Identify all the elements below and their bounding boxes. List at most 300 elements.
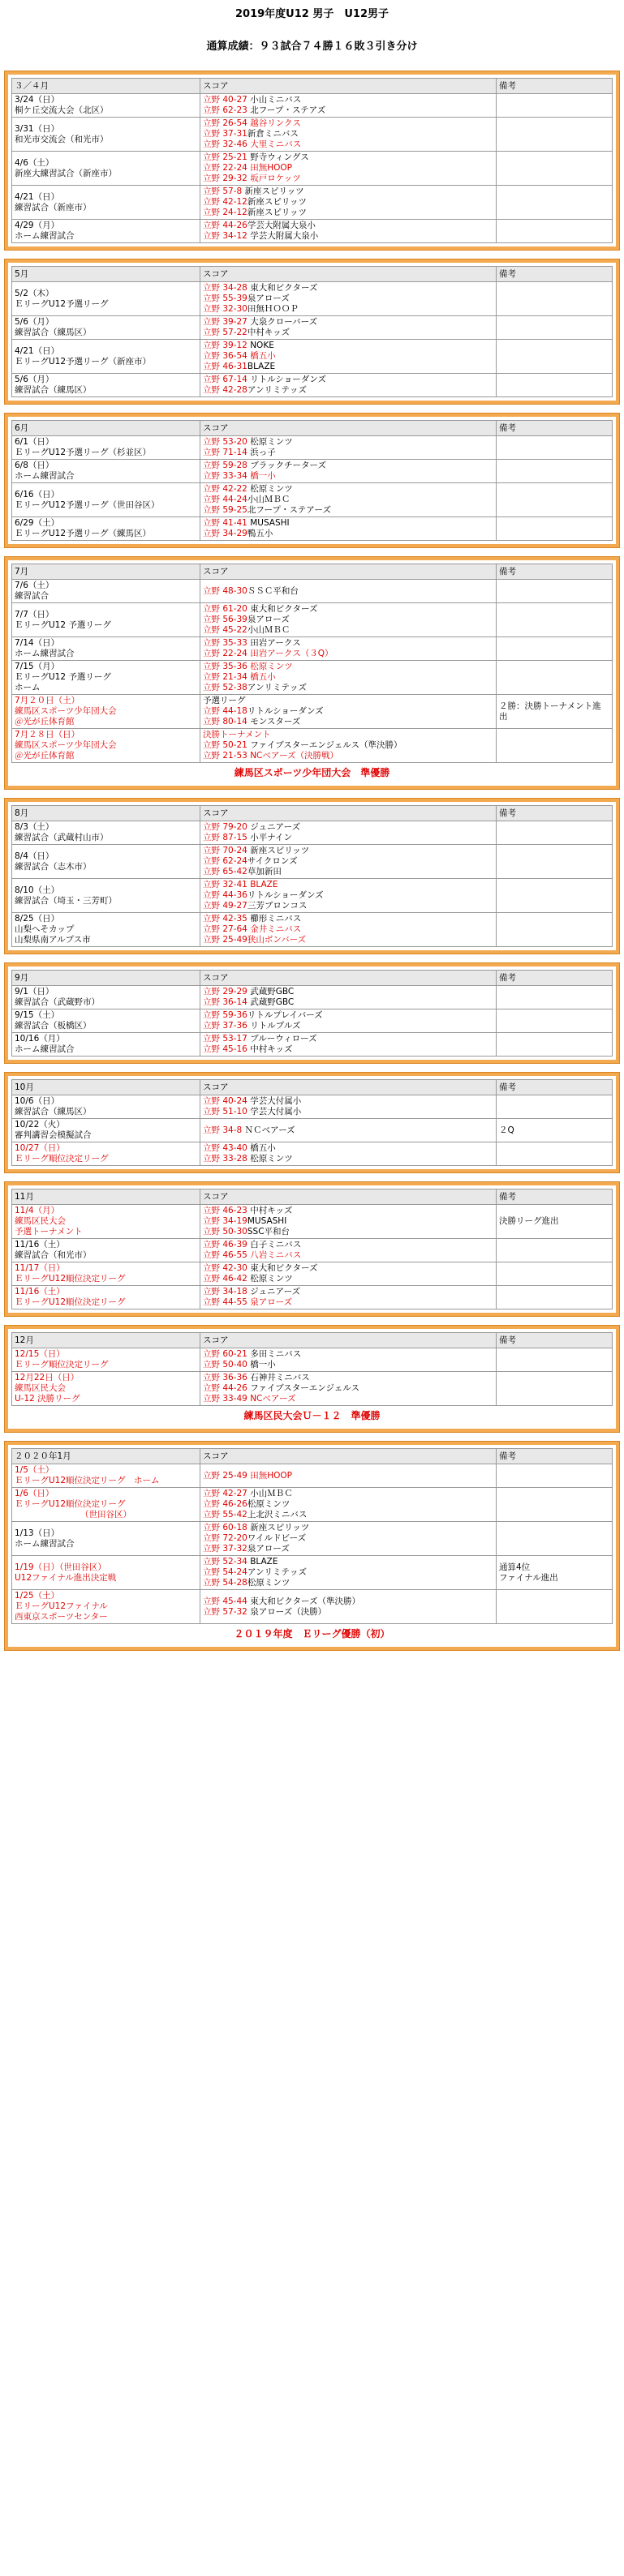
event-line: 審判講習会模擬試合	[15, 1130, 92, 1140]
score-cell	[200, 282, 497, 316]
score-cell	[200, 845, 497, 879]
opponent-name: 小山ＭＢＣ	[247, 1489, 293, 1498]
score-value: 立野 36-14	[203, 997, 247, 1007]
score-cell	[200, 94, 497, 118]
score-value: 立野 48-30	[203, 585, 247, 596]
block-gap	[0, 1172, 624, 1182]
note-header: 備考	[497, 1449, 613, 1464]
opponent-name: 田無ＨＯＯＰ	[247, 304, 299, 314]
score-cell	[200, 483, 497, 517]
score-cell	[200, 661, 497, 695]
event-line: 1/25（土）	[15, 1591, 60, 1601]
score-line	[203, 1227, 493, 1237]
score-value: 立野 24-12	[203, 208, 247, 217]
event-line: U-12 決勝リーグ	[15, 1394, 80, 1404]
note-header: 備考	[497, 1080, 613, 1095]
score-value: 立野 44-55	[203, 1297, 247, 1307]
event-cell	[12, 1522, 200, 1556]
event-line: 5/6（月）	[15, 375, 54, 384]
season-summary: 通算成績：９３試合７４勝１６敗３引き分け	[206, 41, 418, 53]
opponent-name: SSC平和台	[247, 1227, 290, 1237]
event-line: 練習試合（新座市）	[15, 202, 92, 212]
event-cell	[12, 340, 200, 374]
score-line	[203, 221, 493, 231]
score-line	[203, 1499, 493, 1510]
score-value: 立野 62-23	[203, 105, 247, 115]
opponent-name: 新座スピリッツ	[247, 1523, 310, 1532]
table-row	[12, 1119, 613, 1142]
score-line	[203, 1557, 493, 1567]
note-line: 通算4位	[499, 1562, 531, 1572]
table-row	[12, 1205, 613, 1239]
score-cell	[200, 1348, 497, 1372]
score-line	[203, 1349, 493, 1360]
event-line: 7月２０日（土）	[15, 696, 80, 705]
score-line	[203, 1143, 493, 1154]
score-value: 立野 32-41	[203, 880, 247, 889]
score-value: 立野 27-64	[203, 924, 247, 934]
note-cell	[497, 1286, 613, 1309]
table-row	[12, 580, 613, 603]
opponent-name: MUSASHI	[247, 1216, 287, 1226]
result-row	[12, 1624, 613, 1644]
score-line	[203, 649, 493, 659]
note-cell	[497, 913, 613, 947]
opponent-name: 中村キッズ	[247, 1206, 293, 1215]
table-row	[12, 913, 613, 947]
event-line: 5/2（木）	[15, 288, 54, 298]
event-line: 7/6（土）	[15, 581, 54, 590]
table-header	[12, 564, 613, 580]
table-row	[12, 1464, 613, 1488]
score-line	[203, 867, 493, 877]
event-line: ＥリーグU12予選リーグ（練馬区）	[15, 529, 152, 538]
score-line	[203, 294, 493, 304]
opponent-name: 小山ＭＢＣ	[247, 495, 290, 504]
event-line: U12ファイナル進出決定戦	[15, 1572, 117, 1583]
event-line: ＥリーグU12 予選リーグ	[15, 672, 111, 682]
note-cell	[497, 1488, 613, 1522]
score-cell	[200, 1464, 497, 1488]
month-header: 9月	[12, 971, 200, 986]
score-line	[203, 1544, 493, 1554]
opponent-name: 松原ミンツ	[247, 437, 293, 447]
opponent-name: 大泉クローバーズ	[247, 317, 318, 327]
opponent-name: リトルショーダンズ	[247, 706, 324, 716]
event-line: ＠光が丘体育館	[15, 717, 75, 727]
event-cell	[12, 1348, 200, 1372]
opponent-name: アンリミテッズ	[247, 385, 307, 395]
score-line	[203, 328, 493, 338]
score-line	[203, 683, 493, 693]
score-cell	[200, 580, 497, 603]
event-cell	[12, 118, 200, 152]
table-row	[12, 220, 613, 243]
score-cell	[200, 152, 497, 186]
event-cell	[12, 1033, 200, 1057]
month-block	[5, 557, 619, 789]
opponent-name: 松原ミンツ	[247, 662, 293, 671]
event-line: 練習試合（和光市）	[15, 1250, 92, 1260]
score-line: 予選リーグ	[203, 696, 246, 705]
month-block	[5, 799, 619, 954]
event-cell	[12, 1119, 200, 1142]
score-value: 立野 80-14	[203, 717, 247, 727]
opponent-name: 泉アローズ	[247, 615, 290, 624]
month-block	[5, 1326, 619, 1432]
event-line: 6/1（日）	[15, 437, 54, 447]
score-line	[203, 1096, 493, 1107]
score-header: スコア	[200, 1333, 497, 1348]
score-cell	[200, 1262, 497, 1286]
score-header: スコア	[200, 79, 497, 94]
month-block	[5, 1442, 619, 1650]
month-header: 6月	[12, 421, 200, 436]
results-table	[11, 1332, 613, 1425]
event-line: 西東京スポーツセンター	[15, 1612, 108, 1622]
opponent-name: 橋五小	[247, 351, 276, 361]
score-value: 立野 71-14	[203, 448, 247, 457]
score-value: 立野 67-14	[203, 375, 247, 384]
score-value: 立野 34-19	[203, 1216, 247, 1226]
score-value: 立野 65-42	[203, 867, 247, 877]
results-container	[0, 71, 624, 1650]
note-cell	[497, 1348, 613, 1372]
event-line: 6/8（日）	[15, 461, 54, 470]
score-cell	[200, 637, 497, 661]
score-value: 立野 70-24	[203, 846, 247, 855]
score-cell	[200, 1009, 497, 1033]
table-row	[12, 1009, 613, 1033]
note-header: 備考	[497, 564, 613, 580]
score-value: 立野 46-23	[203, 1206, 247, 1215]
score-cell	[200, 1095, 497, 1119]
note-cell	[497, 661, 613, 695]
opponent-name: 学芸大附属大泉小	[247, 221, 316, 230]
score-value: 立野 44-24	[203, 495, 247, 504]
event-line: 桐ケ丘交流大会（北区）	[15, 105, 109, 115]
opponent-name: NCベアーズ	[247, 1394, 296, 1404]
event-line: ＥリーグU12 予選リーグ	[15, 619, 111, 630]
note-header: 備考	[497, 1333, 613, 1348]
results-table	[11, 1448, 613, 1644]
score-value: 立野 42-30	[203, 1263, 247, 1273]
score-value: 立野 44-18	[203, 706, 247, 716]
score-line	[203, 833, 493, 843]
score-line	[203, 1206, 493, 1216]
score-value: 立野 57-32	[203, 1606, 247, 1617]
score-cell	[200, 436, 497, 460]
note-cell	[497, 1119, 613, 1142]
event-line: 11/17（日）	[15, 1263, 65, 1273]
event-cell	[12, 603, 200, 637]
score-value: 立野 42-28	[203, 385, 247, 395]
month-block	[5, 1182, 619, 1316]
score-line	[203, 1287, 493, 1297]
table-row	[12, 695, 613, 729]
score-value: 立野 56-39	[203, 615, 247, 624]
score-cell	[200, 1033, 497, 1057]
score-line	[203, 437, 493, 448]
opponent-name: モンスターズ	[247, 717, 301, 727]
score-line	[203, 1510, 493, 1520]
event-line: 練習試合	[15, 591, 49, 601]
table-row	[12, 186, 613, 220]
event-cell	[12, 1205, 200, 1239]
opponent-name: ＮＣベアーズ	[242, 1125, 295, 1135]
note-cell	[497, 695, 613, 729]
results-table	[11, 266, 613, 397]
note-cell	[497, 603, 613, 637]
score-line	[203, 935, 493, 945]
table-row	[12, 1095, 613, 1119]
note-cell	[497, 340, 613, 374]
event-cell	[12, 282, 200, 316]
table-row	[12, 661, 613, 695]
note-cell	[497, 1142, 613, 1166]
score-line	[203, 1394, 493, 1404]
note-header: 備考	[497, 79, 613, 94]
score-value: 立野 46-31	[203, 362, 247, 371]
score-line	[203, 186, 493, 197]
event-line: 練馬区スポーツ少年団大会	[15, 740, 117, 750]
event-line: 8/4（日）	[15, 851, 54, 861]
results-table	[11, 420, 613, 541]
event-line: 10/27（日）	[15, 1143, 65, 1153]
opponent-name: 小山ミニバス	[247, 95, 302, 105]
opponent-name: 小平ナイン	[247, 833, 292, 842]
score-value: 立野 33-49	[203, 1394, 247, 1404]
score-line	[203, 163, 493, 174]
score-value: 立野 26-54	[203, 118, 247, 128]
score-value: 立野 59-25	[203, 505, 247, 515]
score-line	[203, 317, 493, 328]
opponent-name: ファイブスターエンジェルス（準決勝）	[247, 740, 402, 750]
event-cell	[12, 1556, 200, 1590]
opponent-name: 浜っ子	[247, 448, 276, 457]
score-value: 立野 55-39	[203, 294, 247, 303]
table-header	[12, 1449, 613, 1464]
note-cell	[497, 1522, 613, 1556]
opponent-name: 越谷リンクス	[247, 118, 301, 128]
note-cell	[497, 986, 613, 1009]
event-line: 6/29（土）	[15, 518, 60, 528]
event-line: ホーム練習試合	[15, 1538, 75, 1549]
event-cell	[12, 1488, 200, 1522]
opponent-name: サイクロンズ	[247, 856, 298, 866]
score-line	[203, 283, 493, 294]
event-line: ＥリーグU12順位決定リーグ	[15, 1274, 126, 1284]
event-cell	[12, 913, 200, 947]
table-row	[12, 340, 613, 374]
score-value: 立野 54-28	[203, 1578, 247, 1588]
opponent-name: アンリミテッズ	[247, 1567, 307, 1577]
table-row	[12, 1522, 613, 1556]
result-row	[12, 1406, 613, 1426]
note-cell	[497, 637, 613, 661]
table-header	[12, 806, 613, 821]
score-value: 立野 50-21	[203, 740, 247, 750]
score-line	[203, 448, 493, 458]
month-header: 7月	[12, 564, 200, 580]
score-cell	[200, 460, 497, 483]
score-header: スコア	[200, 564, 497, 580]
event-cell	[12, 661, 200, 695]
event-cell	[12, 986, 200, 1009]
score-value: 立野 55-42	[203, 1510, 247, 1519]
opponent-name: 松原ミンツ	[247, 1274, 293, 1284]
event-line: ＥリーグU12順位決定リーグ ホーム	[15, 1476, 160, 1485]
note-cell	[497, 1556, 613, 1590]
score-line	[203, 174, 493, 184]
note-line: ２勝：決勝トーナメント進出	[499, 701, 601, 722]
score-line	[203, 914, 493, 924]
score-cell	[200, 1286, 497, 1309]
note-cell	[497, 1205, 613, 1239]
score-line	[203, 1021, 493, 1031]
score-line	[203, 1250, 493, 1261]
score-line	[203, 1471, 493, 1481]
results-table	[11, 564, 613, 782]
event-line: 3/31（日）	[15, 123, 60, 134]
event-line: 4/21（日）	[15, 191, 60, 202]
opponent-name: 田無HOOP	[247, 163, 292, 173]
event-line: 11/16（土）	[15, 1240, 65, 1249]
score-line	[203, 586, 493, 597]
score-header: スコア	[200, 1189, 497, 1205]
score-value: 立野 25-49	[203, 1470, 247, 1481]
month-block	[5, 1073, 619, 1172]
opponent-name: BLAZE	[247, 880, 278, 889]
opponent-name: 泉アローズ	[247, 1544, 290, 1554]
opponent-name: 田岩アークス	[247, 638, 301, 648]
score-line	[203, 672, 493, 683]
table-row	[12, 1033, 613, 1057]
opponent-name: ブラックチーターズ	[247, 461, 326, 470]
score-value: 立野 46-55	[203, 1250, 247, 1260]
note-header: 備考	[497, 806, 613, 821]
block-gap	[0, 954, 624, 963]
score-line	[203, 846, 493, 856]
score-line	[203, 1263, 493, 1274]
score-value: 立野 79-20	[203, 822, 247, 832]
score-value: 立野 44-26	[203, 1383, 247, 1393]
table-row	[12, 1372, 613, 1406]
event-cell	[12, 729, 200, 763]
month-block	[5, 71, 619, 250]
event-cell	[12, 186, 200, 220]
note-cell	[497, 316, 613, 340]
score-line	[203, 740, 493, 751]
table-row	[12, 1590, 613, 1624]
score-line	[203, 822, 493, 833]
event-line: 新座大練習試合（新座市）	[15, 168, 117, 178]
score-value: 立野 22-24	[203, 163, 247, 173]
score-value: 立野 43-40	[203, 1143, 247, 1153]
event-cell	[12, 637, 200, 661]
event-cell	[12, 1372, 200, 1406]
block-gap	[0, 547, 624, 557]
event-line: 8/25（日）	[15, 914, 60, 924]
table-row	[12, 845, 613, 879]
event-line: 11/4（月）	[15, 1206, 60, 1215]
note-cell	[497, 152, 613, 186]
table-row	[12, 517, 613, 541]
table-header	[12, 1080, 613, 1095]
block-gap	[0, 250, 624, 259]
event-line: 10/6（日）	[15, 1096, 60, 1106]
score-value: 立野 46-26	[203, 1499, 247, 1509]
score-line	[203, 1578, 493, 1588]
score-line	[203, 461, 493, 471]
note-cell	[497, 94, 613, 118]
event-cell	[12, 152, 200, 186]
score-cell	[200, 340, 497, 374]
score-value: 立野 53-20	[203, 437, 247, 447]
score-line	[203, 717, 493, 727]
opponent-name: 松原ミンツ	[247, 1499, 290, 1509]
event-cell	[12, 580, 200, 603]
score-value: 立野 59-28	[203, 461, 247, 470]
note-cell	[497, 1464, 613, 1488]
opponent-name: 学芸大付属小	[247, 1107, 302, 1117]
note-cell	[497, 186, 613, 220]
score-cell	[200, 729, 497, 763]
event-line: ＥリーグU12順位決定リーグ	[15, 1499, 126, 1509]
note-line: 決勝リーグ進出	[499, 1216, 559, 1226]
score-value: 立野 36-54	[203, 351, 247, 361]
score-line	[203, 1125, 493, 1136]
note-cell	[497, 436, 613, 460]
note-cell	[497, 879, 613, 913]
event-line: 6/16（日）	[15, 489, 60, 499]
score-value: 立野 35-36	[203, 662, 247, 671]
score-value: 立野 34-8	[203, 1125, 243, 1135]
score-cell	[200, 695, 497, 729]
event-line: 3/24（日）	[15, 95, 60, 105]
score-line	[203, 518, 493, 529]
note-cell	[497, 1372, 613, 1406]
note-header: 備考	[497, 267, 613, 282]
event-line: 5/6（月）	[15, 317, 54, 327]
score-line	[203, 1597, 493, 1607]
score-value: 立野 61-20	[203, 604, 247, 614]
event-line: 9/15（土）	[15, 1010, 60, 1020]
opponent-name: 武蔵野GBC	[247, 997, 295, 1007]
opponent-name: 小山ＭＢＣ	[247, 625, 290, 635]
table-header	[12, 1333, 613, 1348]
score-line	[203, 890, 493, 901]
table-row	[12, 986, 613, 1009]
event-cell	[12, 517, 200, 541]
event-cell	[12, 1095, 200, 1119]
opponent-name: ワイルドビーズ	[247, 1533, 307, 1543]
opponent-name: 橋五小	[247, 1143, 276, 1153]
score-value: 立野 42-35	[203, 914, 247, 924]
opponent-name: 新座スピリッツ	[247, 208, 307, 217]
table-row	[12, 118, 613, 152]
opponent-name: リトルプルズ	[247, 1021, 301, 1031]
score-cell	[200, 118, 497, 152]
opponent-name: リトルショーダンズ	[247, 890, 324, 900]
score-cell	[200, 186, 497, 220]
score-value: 立野 40-24	[203, 1096, 247, 1106]
score-value: 立野 29-32	[203, 174, 247, 183]
score-value: 立野 42-22	[203, 484, 247, 494]
score-cell	[200, 913, 497, 947]
page-title: 2019年度U12 男子 U12男子	[235, 8, 389, 20]
score-line	[203, 95, 493, 105]
